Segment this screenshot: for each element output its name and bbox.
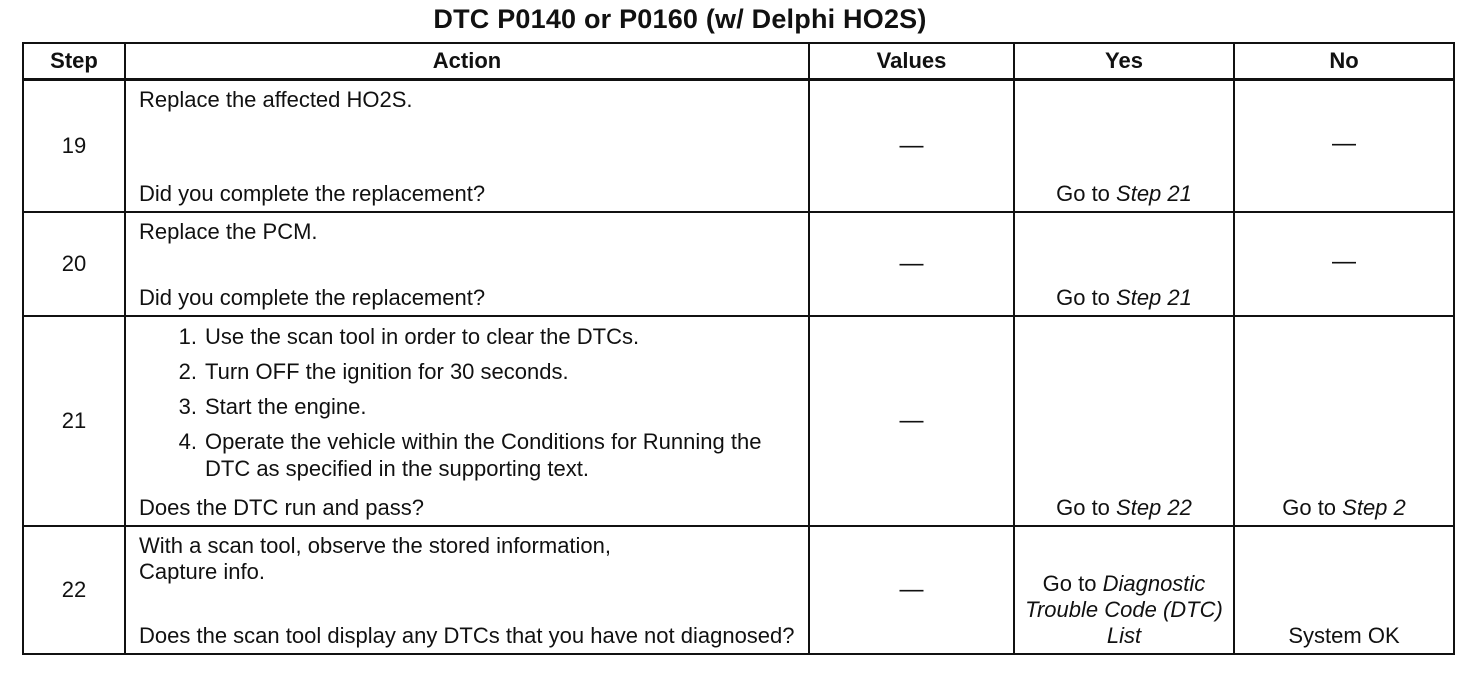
action-text: Capture info. xyxy=(139,559,265,584)
col-header-no: No xyxy=(1234,43,1454,80)
action-question: Does the scan tool display any DTCs that you have not diagnosed? xyxy=(139,623,795,648)
action-cell xyxy=(125,316,809,526)
yes-cell: Go to Diagnostic Trouble Code (DTC) List xyxy=(1014,526,1234,654)
table-row xyxy=(23,80,1454,213)
col-header-step: Step xyxy=(23,43,125,80)
dtc-list-reference: Diagnostic Trouble Code (DTC) List xyxy=(1025,571,1223,648)
table-row xyxy=(23,316,1454,526)
list-item: 1. Use the scan tool in order to clear the DTCs. xyxy=(178,324,640,349)
col-header-action: Action xyxy=(125,43,809,80)
action-text: With a scan tool, observe the stored information, xyxy=(139,533,612,558)
action-text: Replace the affected HO2S. xyxy=(139,87,413,112)
no-cell: Go to Step 2 xyxy=(1234,316,1454,526)
table-row xyxy=(23,526,1454,654)
step-reference: Step 22 xyxy=(1116,495,1192,520)
table-row xyxy=(23,212,1454,316)
values-cell: — xyxy=(809,316,1014,526)
no-cell: System OK xyxy=(1234,526,1454,654)
action-question: Did you complete the replacement? xyxy=(139,285,486,310)
yes-cell: Go to Step 21 xyxy=(1014,212,1234,316)
col-header-values: Values xyxy=(809,43,1014,80)
action-text: Replace the PCM. xyxy=(139,219,318,244)
dtc-table xyxy=(22,42,1455,655)
col-header-yes: Yes xyxy=(1014,43,1234,80)
header-row xyxy=(23,43,1454,80)
values-cell: — xyxy=(809,80,1014,213)
action-question: Does the DTC run and pass? xyxy=(139,495,424,520)
list-item: 4. Operate the vehicle within the Conditions for Running the DTC as specified in the supporting text. xyxy=(178,429,762,481)
action-cell xyxy=(125,526,809,654)
step-number: 22 xyxy=(23,526,125,654)
step-number: 21 xyxy=(23,316,125,526)
step-reference: Step 21 xyxy=(1116,285,1192,310)
list-item: 2. Turn OFF the ignition for 30 seconds. xyxy=(178,359,569,384)
action-cell xyxy=(125,212,809,316)
values-cell: — xyxy=(809,526,1014,654)
step-number: 20 xyxy=(23,212,125,316)
action-question: Did you complete the replacement? xyxy=(139,181,486,206)
step-number: 19 xyxy=(23,80,125,213)
action-cell xyxy=(125,80,809,213)
yes-cell: Go to Step 22 xyxy=(1014,316,1234,526)
yes-cell: Go to Step 21 xyxy=(1014,80,1234,213)
step-reference: Step 21 xyxy=(1116,181,1192,206)
step-reference: Step 2 xyxy=(1342,495,1406,520)
list-item: 3. Start the engine. xyxy=(178,394,367,419)
no-cell: — xyxy=(1234,212,1454,316)
procedure-list xyxy=(139,323,798,490)
no-cell: — xyxy=(1234,80,1454,213)
page-title: DTC P0140 or P0160 (w/ Delphi HO2S) xyxy=(433,4,927,34)
values-cell: — xyxy=(809,212,1014,316)
